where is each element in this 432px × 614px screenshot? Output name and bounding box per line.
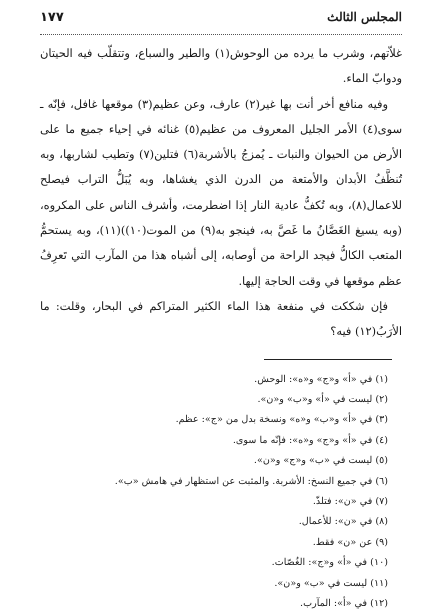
running-title: المجلس الثالث: [327, 10, 402, 24]
footnote: (٢) ليست في «أ» و«ب» و«ن».: [257, 393, 388, 405]
footnote: (٨) في «ن»: للأعمال.: [298, 516, 388, 528]
paragraph: غلاّتهم، وشرب ما يرده من الوحوش(١) والطير والسباع، وتتقلّب فيه الحيتان ودوابّ الماء.: [40, 46, 402, 86]
footnotes: [40, 370, 402, 614]
footnote: (١٢) في «أ»: المآرب.: [300, 598, 388, 610]
footnote: (١٠) في «أ» و«ج»: الغُصّات.: [271, 557, 388, 569]
paragraph: فإن شككت في منفعة هذا الماء الكثير المتراكم في البحار، وقلت: ما الأرَبُ(١٢) فيه؟: [40, 298, 402, 339]
footnote: (٦) في جميع النسخ: الأشربة. والمثبت عن استظهار في هامش «ب».: [114, 475, 388, 487]
footnote: (٣) في «أ» و«ب» و«ه» ونسخة بدل من «ج»: عظم.: [175, 414, 388, 426]
footnote-separator: [264, 359, 392, 360]
book-page: [40, 10, 402, 610]
footnote: (١) في «أ» و«ج» و«ه»: الوحش.: [254, 373, 388, 385]
footnote: (٩) عن «ن» فقط.: [312, 536, 388, 548]
footnote: (٥) ليست في «ب» و«ج» و«ن».: [253, 455, 388, 467]
main-text: [40, 41, 402, 345]
footnote: (١١) ليست في «ب» و«ن».: [274, 577, 388, 589]
footnote: (٧) في «ن»: فتلذّ.: [312, 496, 388, 507]
footnote: (٤) في «أ» و«ج» و«ه»: فإنّه ما سوى.: [232, 434, 388, 446]
page-number: ١٧٧: [40, 10, 64, 25]
paragraph: وفيه منافع أخر أنت بها غير(٢) عارف، وعن عظيم(٣) موقعها غافل، فإنّه ـ سوى(٤) الأمر الجليل المعروف من عظيم(٥) غنائه في إحياء جميع ما على الأرض من الحيوان والنبات ـ يُمزجُ بالأشربة(٦) فتلين(٧) وتطيب لشاربها، وبه تُنظَّفُ الأبدان والأمتعة من الدرن الذي يغشاها، وبه يُبَلُّ التراب فيصلح للاعمال(٨)، وبه تُكفُّ عادية النار إذا اضطرمت، وأشرف الناس على المكروه، (وبه يسيغ الغَصَّانُ ما غَصَّ به، فينجو به(٩) من الموت(١٠))(١١)، وبه يستحمُّ المتعب الكالُّ فيجد الراحة من أوصابه، إلى أشباه هذا من المآرب التي تَعرِفُ عظم موقعها في وقت الحاجة إليها.: [40, 96, 402, 288]
page-header: [40, 10, 402, 35]
